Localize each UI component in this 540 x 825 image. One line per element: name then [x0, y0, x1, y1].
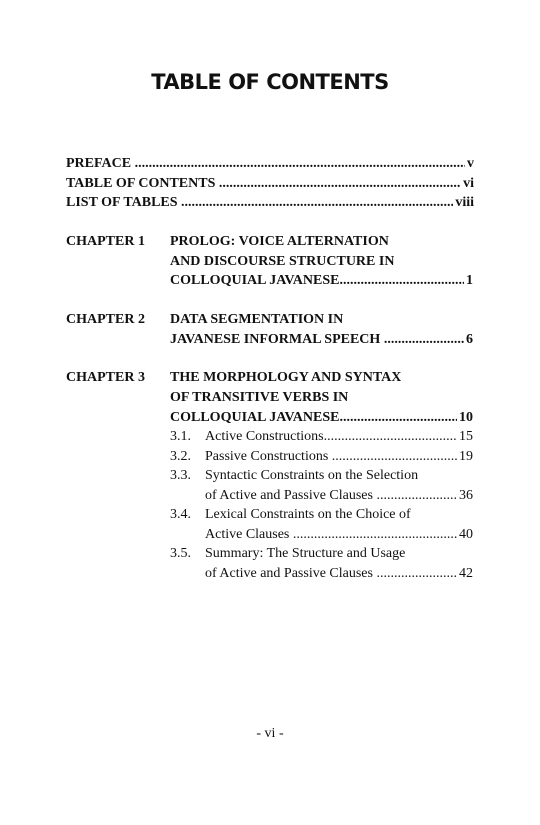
toc-entry-label: PREFACE: [66, 156, 132, 171]
leader-dots: [384, 330, 464, 350]
page-number-footer: - vi -: [256, 726, 284, 741]
toc-entry-table-of-contents[interactable]: [66, 174, 474, 194]
leader-dots: [135, 154, 465, 174]
section-number: 3.3.: [170, 468, 191, 483]
chapter-title-text: JAVANESE INFORMAL SPEECH: [170, 332, 381, 347]
toc-page-number: 6: [466, 332, 473, 347]
leader-dots: [339, 408, 457, 428]
section-title-text: Active Clauses: [205, 527, 290, 542]
section-number: 3.2.: [170, 449, 191, 464]
chapter-title-text: AND DISCOURSE STRUCTURE IN: [170, 254, 395, 269]
toc-page-number: 15: [459, 429, 473, 444]
chapter-label: CHAPTER 2: [66, 312, 145, 327]
toc-entry-label: LIST OF TABLES: [66, 195, 178, 210]
section-title-line[interactable]: [205, 544, 405, 564]
toc-entry-label: TABLE OF CONTENTS: [66, 176, 216, 191]
chapter-label: CHAPTER 3: [66, 370, 145, 385]
chapter-title-line[interactable]: [170, 388, 348, 408]
section-title-text: Lexical Constraints on the Choice of: [205, 507, 411, 522]
toc-entry-section-3-4[interactable]: [205, 525, 473, 545]
section-number: 3.5.: [170, 546, 191, 561]
chapter-title-text: OF TRANSITIVE VERBS IN: [170, 390, 349, 405]
section-title-text: Summary: The Structure and Usage: [205, 546, 406, 561]
leader-dots: [376, 564, 457, 584]
section-number: 3.4.: [170, 507, 191, 522]
page-title: TABLE OF CONTENTS: [151, 70, 389, 94]
toc-page-number: vi: [463, 176, 474, 191]
toc-entry-section-3-1[interactable]: [205, 427, 473, 447]
leader-dots: [181, 193, 453, 213]
leader-dots: [339, 271, 464, 291]
leader-dots: [324, 427, 457, 447]
chapter-title-text: THE MORPHOLOGY AND SYNTAX: [170, 370, 402, 385]
toc-page-number: 40: [459, 527, 473, 542]
chapter-title-line[interactable]: [170, 252, 394, 272]
toc-entry-section-3-2[interactable]: [205, 447, 473, 467]
leader-dots: [376, 486, 457, 506]
section-title-text: Active Constructions: [205, 429, 324, 444]
toc-page-number: 36: [459, 488, 473, 503]
toc-entry-chapter-3[interactable]: [170, 408, 473, 428]
toc-entry-section-3-5[interactable]: [205, 564, 473, 584]
leader-dots: [332, 447, 457, 467]
chapter-title-line[interactable]: [170, 310, 343, 330]
toc-entry-chapter-1[interactable]: [170, 271, 473, 291]
section-title-line[interactable]: [205, 466, 418, 486]
chapter-title-text: COLLOQUIAL JAVANESE: [170, 410, 340, 425]
section-title-text: of Active and Passive Clauses: [205, 488, 373, 503]
toc-entry-chapter-2[interactable]: [170, 330, 473, 350]
toc-entry-preface[interactable]: [66, 154, 474, 174]
toc-page-number: 1: [466, 273, 473, 288]
toc-entry-section-3-3[interactable]: [205, 486, 473, 506]
toc-entry-list-of-tables[interactable]: [66, 193, 474, 213]
section-title-text: Syntactic Constraints on the Selection: [205, 468, 419, 483]
section-title-line[interactable]: [205, 505, 411, 525]
chapter-label: CHAPTER 1: [66, 234, 145, 249]
chapter-title-line[interactable]: [170, 232, 389, 252]
toc-page-number: 42: [459, 566, 473, 581]
section-number: 3.1.: [170, 429, 191, 444]
section-title-text: of Active and Passive Clauses: [205, 566, 373, 581]
toc-page-number: viii: [455, 195, 474, 210]
chapter-title-text: DATA SEGMENTATION IN: [170, 312, 344, 327]
toc-page-number: v: [467, 156, 474, 171]
chapter-title-text: COLLOQUIAL JAVANESE: [170, 273, 340, 288]
chapter-title-line[interactable]: [170, 368, 401, 388]
leader-dots: [219, 174, 461, 194]
leader-dots: [293, 525, 457, 545]
toc-page-number: 10: [459, 410, 473, 425]
section-title-text: Passive Constructions: [205, 449, 329, 464]
chapter-title-text: PROLOG: VOICE ALTERNATION: [170, 234, 389, 249]
toc-page-number: 19: [459, 449, 473, 464]
